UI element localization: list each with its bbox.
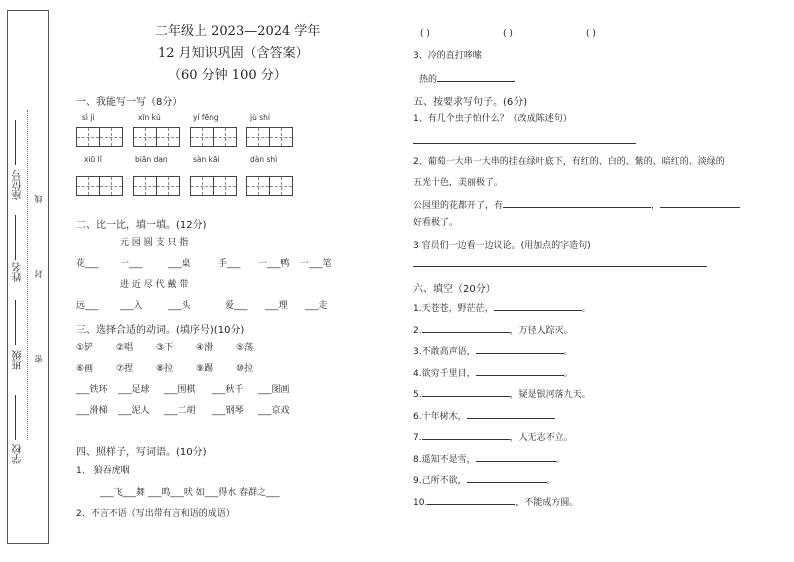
writing-grid[interactable] — [269, 176, 293, 196]
writing-grid[interactable] — [213, 176, 237, 196]
s5-question-1: 1、有几个虫子怕什么？（改成陈述句） — [413, 114, 572, 124]
writing-grid[interactable] — [76, 176, 100, 196]
answer-blank[interactable] — [467, 409, 555, 419]
name-blank[interactable] — [15, 215, 16, 260]
paren-blank[interactable]: ( ) — [420, 29, 430, 39]
poem-fill-prefix: 7. — [413, 433, 422, 443]
s5-question-2b: 五光十色，美丽极了。 — [413, 178, 504, 188]
answer-blank[interactable] — [660, 198, 740, 208]
writing-grid[interactable] — [133, 127, 157, 147]
verb-option: ⑧拉 — [156, 364, 174, 374]
s5-question-2a: 2、葡萄一大串一大串的挂在绿叶底下，有红的、白的、紫的、暗红的、淡绿的 — [413, 157, 725, 167]
writing-grid[interactable] — [156, 176, 180, 196]
page-title-line2: 12 月知识巩固（含答案） — [158, 46, 309, 61]
compare-fill: 一___ — [120, 259, 143, 269]
seat-label: 座位号 — [13, 170, 24, 200]
verb-fill: ___钢琴 — [212, 406, 244, 416]
compare-fill: ___桌 — [168, 259, 191, 269]
poem-fill-prefix: 9.己所不欲， — [413, 476, 467, 486]
writing-grid[interactable] — [246, 127, 270, 147]
verb-option: ⑩拉 — [236, 364, 254, 374]
section1-title: 一、我能写一写（8分） — [76, 97, 183, 108]
poem-fill-prefix: 8.遥知不是雪， — [413, 455, 476, 465]
paren-blank[interactable]: ( ) — [586, 29, 596, 39]
pinyin-2-3: sàn kāi — [193, 155, 220, 164]
poem-fill-item — [413, 495, 578, 509]
answer-blank[interactable] — [476, 452, 556, 462]
verb-option: ⑨踢 — [196, 364, 214, 374]
section2-title: 二、比一比，填一填。(12分) — [76, 220, 207, 231]
pinyin-1-2: xīn kǔ — [138, 113, 161, 122]
writing-grid[interactable] — [156, 127, 180, 147]
compare-fill: ___理 — [265, 301, 288, 311]
poem-fill-suffix: 。 — [546, 476, 556, 486]
pinyin-2-2: biān dan — [135, 155, 168, 164]
poem-fill-prefix: 1.天苍苍，野茫茫， — [413, 304, 494, 314]
poem-fill-item — [413, 473, 556, 487]
class-blank[interactable] — [15, 300, 16, 345]
verb-option: ④滑 — [196, 343, 214, 353]
poem-fill-prefix: 2. — [413, 326, 422, 336]
compare-fill: 远___ — [76, 301, 99, 311]
example-q3-fill-label: 热的 — [419, 75, 438, 85]
compare-chars-2: 进 近 尽 代 戴 带 — [120, 280, 189, 290]
pinyin-2-4: dàn shì — [250, 155, 278, 164]
compare-chars-1: 元 园 圆 支 只 指 — [120, 238, 189, 248]
verb-fill: ___二胡 — [164, 406, 196, 416]
s5-question-2c — [413, 198, 740, 212]
answer-blank[interactable] — [422, 323, 510, 333]
idiom-question-2: 2、不言不语（写出带有言和语的成语） — [76, 509, 235, 519]
verb-option: ②唱 — [116, 343, 134, 353]
school-blank[interactable] — [15, 395, 16, 440]
seal-mark-secret: 密 — [34, 355, 43, 363]
poem-fill-prefix: 6.十年树木， — [413, 412, 467, 422]
answer-blank[interactable] — [494, 301, 582, 311]
answer-blank[interactable] — [503, 198, 651, 208]
writing-grid[interactable] — [213, 127, 237, 147]
verb-fill: ___滑梯 — [76, 406, 108, 416]
compare-fill: 手___ — [218, 259, 241, 269]
compare-fill: ___走 — [305, 301, 328, 311]
verb-fill: ___铁环 — [76, 385, 108, 395]
answer-blank[interactable] — [476, 366, 564, 376]
poem-fill-prefix: 5. — [413, 390, 422, 400]
school-label: 学校 — [13, 444, 24, 464]
seat-blank[interactable] — [15, 120, 16, 165]
compare-fill: 一___笔 — [300, 259, 332, 269]
s5-question-3: 3 官员们一边看一边议论。(用加点的字造句) — [413, 241, 591, 251]
poem-fill-suffix: 。 — [555, 455, 565, 465]
poem-fill-prefix: 10. — [413, 498, 428, 508]
verb-option: ⑦捏 — [116, 364, 134, 374]
poem-fill-suffix: 。 — [563, 369, 573, 379]
writing-grid[interactable] — [246, 176, 270, 196]
page-title-line1: 二年级上 2023—2024 学年 — [155, 24, 321, 39]
compare-fill: 爱___ — [225, 301, 248, 311]
answer-line[interactable] — [413, 143, 636, 144]
pinyin-2-1: xiū lǐ — [84, 155, 102, 164]
page-title-line3: （60 分钟 100 分） — [168, 68, 287, 83]
section6-title: 六、填空（20分） — [413, 284, 496, 295]
verb-fill: ___足球 — [118, 385, 150, 395]
pinyin-1-4: jù shí — [250, 113, 270, 122]
compare-fill: ___入 — [120, 301, 143, 311]
verb-fill: ___图画 — [258, 385, 290, 395]
writing-grid[interactable] — [190, 127, 214, 147]
s5-question-2d: 好看极了。 — [413, 218, 459, 228]
section3-title: 三、选择合适的动词。(填序号)(10分) — [76, 325, 245, 336]
verb-option: ③下 — [156, 343, 174, 353]
compare-fill: ___头 — [168, 301, 191, 311]
answer-blank[interactable] — [476, 344, 564, 354]
writing-grid[interactable] — [133, 176, 157, 196]
verb-option: ①铲 — [76, 343, 94, 353]
poem-fill-prefix: 3.不敢高声语， — [413, 347, 476, 357]
poem-fill-suffix: ，人无志不立。 — [509, 433, 573, 443]
s5-q2c-text: 公园里的花都开了，有 — [413, 201, 504, 211]
answer-blank[interactable] — [422, 387, 510, 397]
idiom-fill: ___飞___舞 ___鸣___吠 如___得水 春群之___ — [100, 488, 280, 498]
compare-fill: 一___鸭 — [258, 259, 290, 269]
s5-q2c-comma: ， — [651, 201, 661, 211]
class-label: 班级 — [13, 350, 24, 370]
seal-mark-line: 线 — [34, 195, 43, 203]
writing-grid[interactable] — [269, 127, 293, 147]
poem-fill-item — [413, 301, 591, 315]
poem-fill-item — [413, 452, 565, 466]
writing-grid[interactable] — [190, 176, 214, 196]
verb-option: ⑥画 — [76, 364, 94, 374]
verb-fill: ___秋千 — [212, 385, 244, 395]
section4-title: 四、照样子，写词语。(10分) — [76, 447, 207, 458]
paren-blank[interactable]: ( ) — [503, 29, 513, 39]
verb-option: ⑤荡 — [236, 343, 254, 353]
writing-grid[interactable] — [99, 176, 123, 196]
pinyin-1-1: sì jì — [82, 113, 95, 122]
binding-dotted-line — [27, 110, 28, 440]
writing-grid[interactable] — [99, 127, 123, 147]
seal-mark-seal: 封 — [34, 270, 43, 278]
poem-fill-suffix: ，疑是银河落九天。 — [509, 390, 591, 400]
verb-fill: ___围棋 — [164, 385, 196, 395]
pinyin-1-3: yí fēng — [193, 113, 219, 122]
example-q3: 3、冷的直打哆嗦 — [413, 51, 482, 61]
answer-blank[interactable] — [467, 473, 547, 483]
poem-fill-item — [413, 430, 573, 444]
answer-blank[interactable] — [422, 430, 510, 440]
verb-fill: ___京戏 — [258, 406, 290, 416]
poem-fill-item — [413, 409, 555, 423]
poem-fill-item — [413, 366, 573, 380]
poem-fill-prefix: 4.欲穷千里目， — [413, 369, 476, 379]
poem-fill-item — [413, 344, 573, 358]
poem-fill-suffix: ，不能成方圆。 — [515, 498, 579, 508]
poem-fill-item — [413, 323, 573, 337]
verb-fill: ___泥人 — [118, 406, 150, 416]
answer-blank[interactable] — [437, 72, 515, 82]
name-label: 姓名 — [13, 262, 24, 282]
answer-line[interactable] — [413, 266, 707, 267]
example-q3-fill — [419, 72, 515, 86]
section5-title: 五、按要求写句子。(6分) — [413, 97, 528, 108]
poem-fill-suffix: 。 — [581, 304, 591, 314]
compare-fill: 花___ — [76, 259, 99, 269]
idiom-example: 1、 狼吞虎咽 — [76, 466, 130, 476]
poem-fill-suffix: ，万径人踪灭。 — [509, 326, 573, 336]
writing-grid[interactable] — [76, 127, 100, 147]
poem-fill-suffix: 。 — [563, 347, 573, 357]
answer-blank[interactable] — [427, 495, 515, 505]
poem-fill-item — [413, 387, 591, 401]
